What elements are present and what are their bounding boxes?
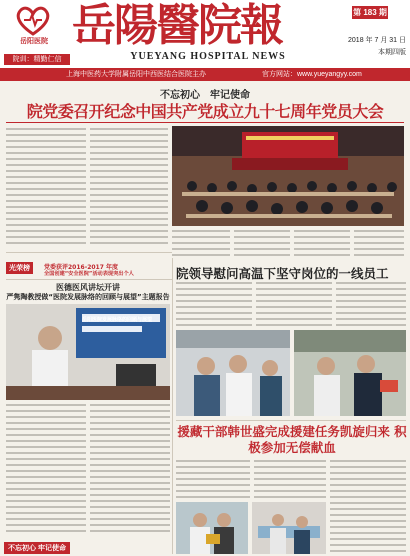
publisher-text: 上海中医药大学附属岳阳中西医结合医院主办 [66,71,206,78]
lecture-text-col-1 [6,404,86,536]
divider [6,279,172,280]
condolence-text-col-1 [176,282,252,328]
lecture-text-col-2 [90,404,170,536]
tibet-aid-headline[interactable]: 援藏干部韩世盛完成援建任务凯旋归来 积极参加无偿献血 [177,424,407,455]
tibet-text-col-3 [330,460,406,552]
website-link[interactable]: 官方网站：www.yueyangyy.com [262,71,362,78]
issue-pages: 本期四版 [378,49,406,56]
paper-title: 岳陽醫院報 [72,0,282,51]
heart-logo-icon [14,6,52,36]
condolence-photo-1 [176,330,290,416]
publisher-bar [0,68,410,81]
headline-rule [6,122,404,123]
honor-item-1: 党委获评2016-2017 年度 [44,264,118,271]
lead-text-col-6 [354,230,404,258]
condolence-text-col-2 [256,282,332,328]
tibet-photo-2 [252,502,326,554]
lead-photo [172,126,404,226]
lead-kicker: 不忘初心 牢记使命 [160,90,250,101]
condolence-headline[interactable]: 院领导慰问高温下坚守岗位的一线员工 [176,266,389,281]
lead-text-col-3 [172,230,230,258]
issue-number: 第 183 期 [353,8,387,17]
honor-item-2: 全国创建“安全医院”活动表现突出个人 [44,271,134,277]
tibet-text-col-2 [254,460,326,500]
column-divider [172,258,173,554]
lecture-kicker: 医德医风讲坛开讲 [56,282,120,292]
lecture-headline[interactable]: 严隽陶教授做“医院发展脉络的回顾与展望”主题报告 [6,293,170,301]
lead-text-col-4 [234,230,290,258]
footer-tag: 不忘初心 牢记使命 [4,542,70,554]
masthead [0,0,410,68]
issue-date: 2018 年 7 月 31 日 [348,37,406,44]
divider [6,252,172,253]
divider [176,420,406,421]
logo-text: 岳阳医院 [20,38,48,45]
lead-headline[interactable]: 院党委召开纪念中国共产党成立九十七周年党员大会 [26,102,384,121]
tibet-photo-1 [176,502,248,554]
photo-banner-text: 岳阳医院发展脉络的回顾与展望 [82,317,153,323]
lead-text-col-2 [90,128,168,248]
condolence-text-col-3 [336,282,406,328]
honor-roll-tag: 光荣榜 [6,262,33,274]
issue-info [342,6,406,57]
motto: 院训：精勤仁信 [4,54,70,65]
hospital-logo [4,4,64,52]
lead-text-col-5 [294,230,350,258]
tibet-text-col-1 [176,460,250,500]
lead-text-col-1 [6,128,86,248]
paper-title-english: YUEYANG HOSPITAL NEWS [130,51,286,62]
condolence-photo-2 [294,330,406,416]
